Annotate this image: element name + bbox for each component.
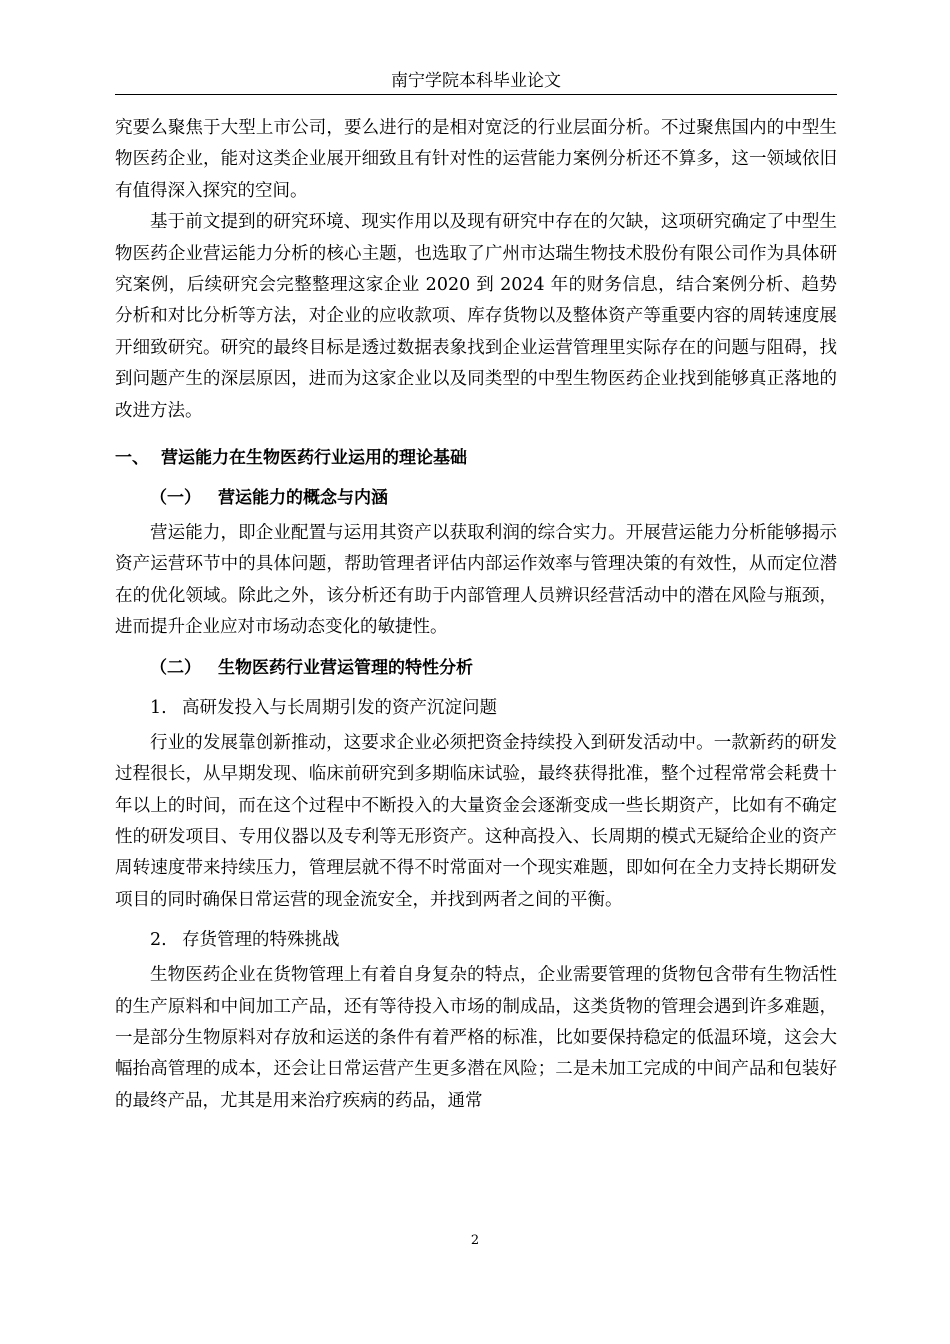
header-divider — [115, 94, 837, 95]
paragraph-rd-investment: 行业的发展靠创新推动，这要求企业必须把资金持续投入到研发活动中。一款新药的研发过程很长，从早期发现、临床前研究到多期临床试验，最终获得批准，整个过程常常会耗费十年以上的时间，而在这个过程中不断投入的大量资金会逐渐变成一些长期资产，比如有不确定性的研发项目、专用仪器以及专利等无形资产。这种高投入、长周期的模式无疑给企业的资产周转速度带来持续压力，管理层就不得不时常面对一个现实难题，即如何在全力支持长期研发项目的同时确保日常运营的现金流安全，并找到两者之间的平衡。 — [115, 732, 837, 910]
item-title: 存货管理的特殊挑战 — [182, 930, 340, 951]
section-heading-1 — [115, 438, 837, 478]
subsection-number: （一） — [150, 488, 201, 509]
item-number: 1. — [150, 697, 167, 718]
subsection-heading-1-1 — [115, 478, 837, 518]
running-header: 南宁学院本科毕业论文 — [391, 71, 561, 91]
subsection-heading-1-2 — [115, 648, 837, 688]
item-heading-1 — [115, 688, 837, 728]
item-title: 高研发投入与长周期引发的资产沉淀问题 — [182, 697, 497, 718]
page-number: 2 — [470, 1233, 480, 1248]
paragraph-operating-capability: 营运能力，即企业配置与运用其资产以获取利润的综合实力。开展营运能力分析能够揭示资产运营环节中的具体问题，帮助管理者评估内部运作效率与管理决策的有效性，从而定位潜在的优化领域。除此之外，该分析还有助于内部管理人员辨识经营活动中的潜在风险与瓶颈，进而提升企业应对市场动态变化的敏捷性。 — [115, 523, 837, 638]
item-number: 2. — [150, 930, 167, 951]
item-heading-2 — [115, 920, 837, 960]
paragraph-research-scope: 基于前文提到的研究环境、现实作用以及现有研究中存在的欠缺，这项研究确定了中型生物医药企业营运能力分析的核心主题，也选取了广州市达瑞生物技术股份有限公司作为具体研究案例，后续研究会完整整理这家企业 2020 到 2024 年的财务信息，结合案例分析、趋势分析和对比分析等方法，对企业的应收款项、库存货物以及整体资产等重要内容的周转速度展开细致研究。研究的最终目标是透过数据表象找到企业运营管理里实际存在的问题与阻碍，找到问题产生的深层原因，进而为这家企业以及同类型的中型生物医药企业找到能够真正落地的改进方法。 — [115, 212, 837, 421]
section-title: 营运能力在生物医药行业运用的理论基础 — [161, 448, 467, 469]
section-number: 一、 — [115, 448, 149, 469]
subsection-title: 营运能力的概念与内涵 — [218, 488, 388, 509]
paragraph-inventory-management: 生物医药企业在货物管理上有着自身复杂的特点，企业需要管理的货物包含带有生物活性的生产原料和中间加工产品，还有等待投入市场的制成品，这类货物的管理会遇到许多难题，一是部分生物原料对存放和运送的条件有着严格的标准，比如要保持稳定的低温环境，这会大幅抬高管理的成本，还会让日常运营产生更多潜在风险；二是未加工完成的中间产品和包装好的最终产品，尤其是用来治疗疾病的药品，通常 — [115, 965, 837, 1111]
subsection-number: （二） — [150, 657, 201, 678]
paragraph-research-gap: 究要么聚焦于大型上市公司，要么进行的是相对宽泛的行业层面分析。不过聚焦国内的中型生物医药企业，能对这类企业展开细致且有针对性的运营能力案例分析还不算多，这一领域依旧有值得深入探究的空间。 — [115, 118, 837, 201]
page-body — [115, 113, 837, 1117]
subsection-title: 生物医药行业营运管理的特性分析 — [218, 657, 473, 678]
